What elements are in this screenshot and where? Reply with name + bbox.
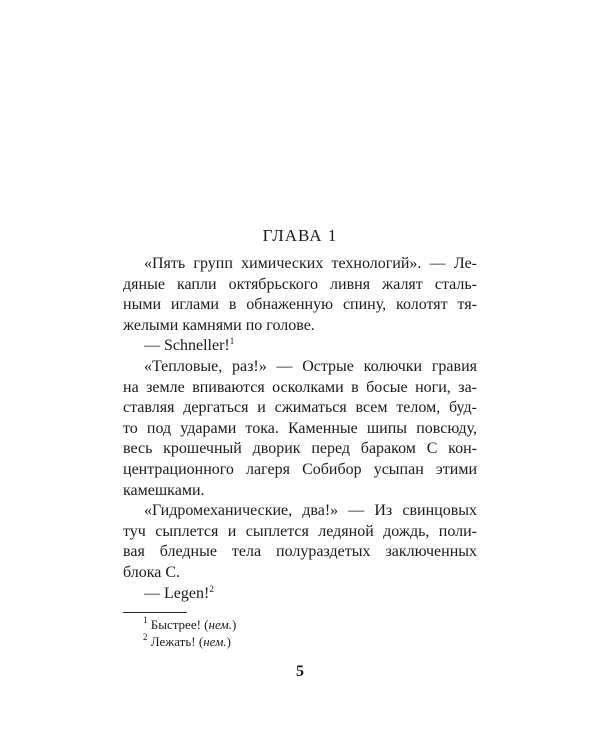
line-text: — Schneller!: [144, 337, 230, 355]
footnote-marker: 2: [143, 632, 148, 642]
text-line: [123, 357, 477, 378]
text-line: [123, 439, 477, 460]
footnote-text: Лежать! (: [150, 634, 204, 649]
text-line: [123, 275, 477, 296]
line-text: ными иглами в обнаженную спину, колотят тя-: [123, 296, 477, 314]
line-text: на земле впиваются осколками в босые ноги, за-: [123, 378, 477, 396]
footnote-lang: нем.: [208, 617, 232, 632]
text-line: [123, 254, 477, 275]
line-text: «Гидромеханические, два!» — Из свинцовых: [144, 502, 477, 520]
text-line: [123, 419, 477, 440]
text-line: [123, 460, 477, 481]
line-text: туч сыплется и сыплется ледяной дождь, поли-: [123, 522, 477, 540]
footnote-divider: [123, 612, 187, 613]
footnote-close: ): [226, 634, 231, 649]
text-line: [123, 563, 477, 584]
line-text: весь крошечный дворик перед бараком С кон-: [123, 440, 477, 458]
footnote-ref: 1: [229, 336, 235, 347]
line-text: желыми камнями по голове.: [123, 316, 315, 334]
body-text: [123, 254, 477, 604]
line-text: ставляя дергаться и сжиматься всем телом, буд-: [123, 399, 477, 417]
line-text: дяные капли октябрьского ливня жалят сталь-: [123, 275, 477, 293]
text-line: [123, 584, 477, 605]
footnote-text: Быстрее! (: [150, 617, 209, 632]
line-text: «Пять групп химических технологий». — Ле-: [144, 255, 477, 272]
text-line: [123, 481, 477, 502]
text-line: [123, 295, 477, 316]
line-text: центрационного лагеря Собибор усыпан этими: [123, 460, 477, 478]
footnote-ref: 2: [209, 583, 214, 594]
chapter-title: ГЛАВА 1: [262, 226, 338, 245]
text-line: [123, 398, 477, 419]
line-text: то под ударами тока. Каменные шипы повсюду,: [123, 419, 477, 437]
line-text: вая бледные тела полураздетых заключенных: [123, 543, 477, 561]
text-line: [123, 542, 477, 563]
line-text: блока С.: [123, 563, 181, 581]
text-line: [123, 378, 477, 399]
footnote-marker: 1: [143, 615, 148, 625]
text-line: [123, 316, 477, 337]
footnote-close: ): [231, 617, 237, 632]
footnote-1: [143, 617, 236, 633]
line-text: камешками.: [123, 481, 205, 499]
text-line: [123, 501, 477, 522]
text-line: [123, 336, 477, 357]
footnote-lang: нем.: [203, 634, 227, 649]
line-text: «Тепловые, раз!» — Острые колючки гравия: [144, 357, 477, 375]
page-number: 5: [296, 663, 304, 680]
footnote-2: [143, 634, 231, 650]
text-line: [123, 522, 477, 543]
line-text: — Legen!: [144, 584, 210, 602]
